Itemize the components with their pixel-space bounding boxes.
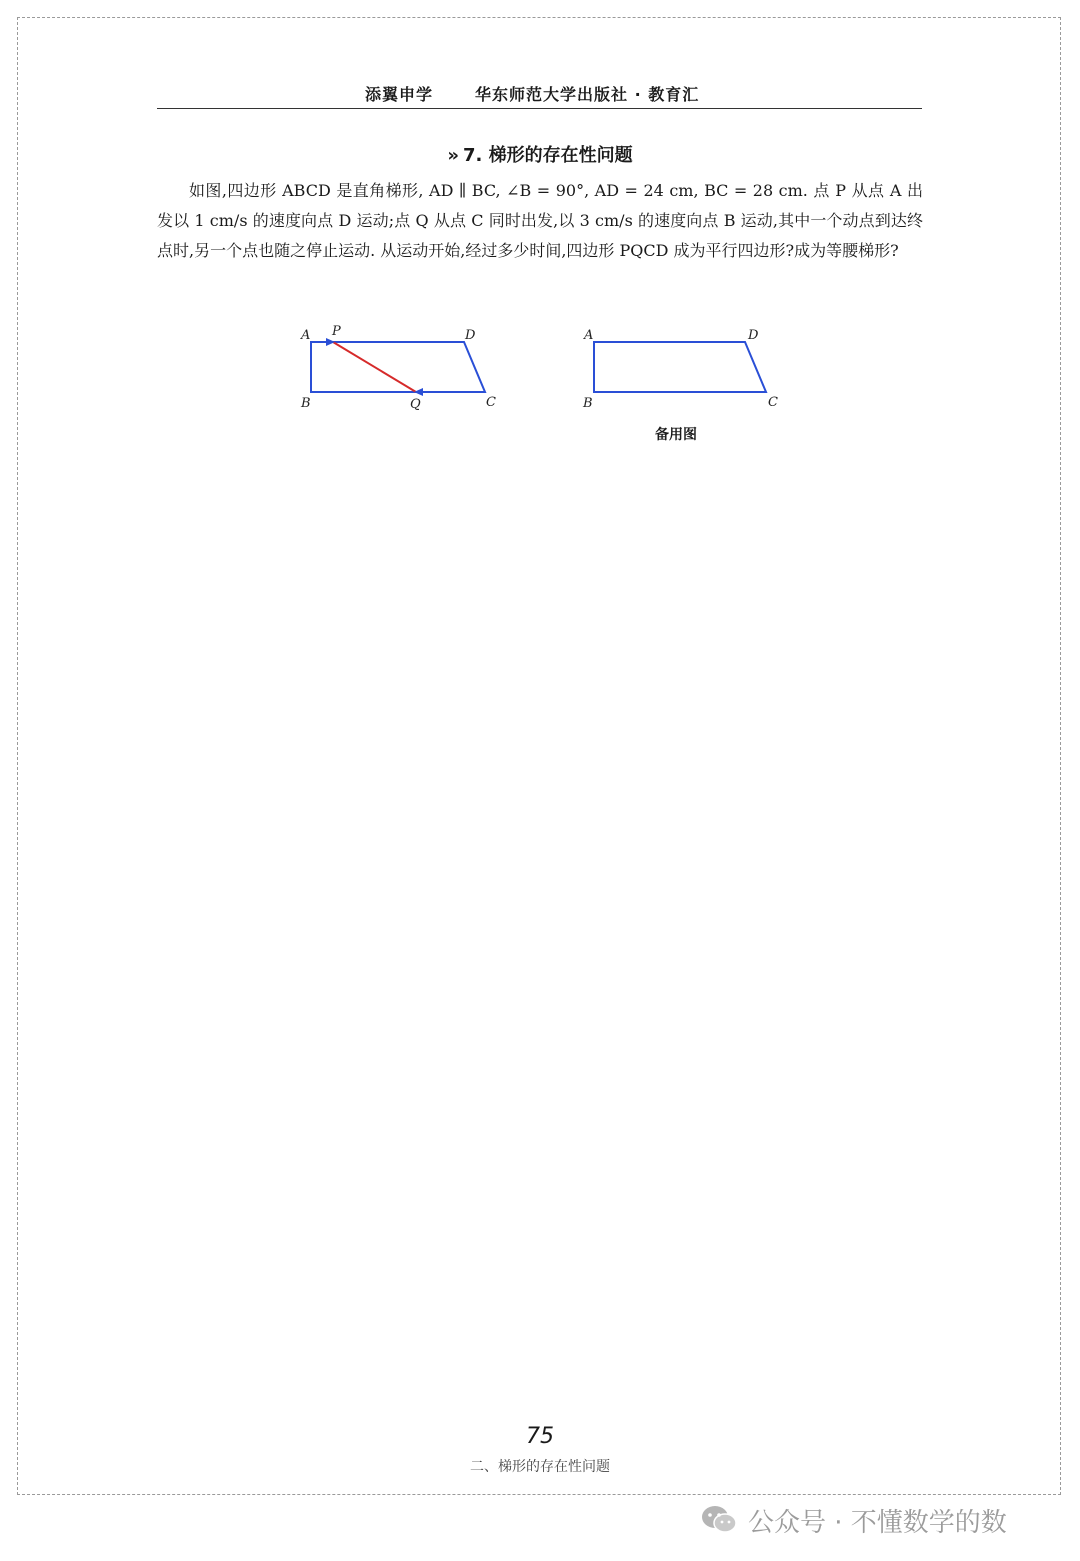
label-d: D bbox=[465, 328, 476, 343]
label-b: B bbox=[301, 396, 311, 411]
section-marker: » bbox=[447, 145, 459, 166]
trapezoid-figure-main-svg bbox=[290, 320, 510, 420]
header-publisher: 华东师范大学出版社 · 教育汇 bbox=[475, 85, 700, 104]
label-d: D bbox=[748, 328, 759, 343]
page-number: 75 bbox=[526, 1424, 554, 1449]
footer-section-title: 二、梯形的存在性问题 bbox=[470, 1459, 610, 1475]
trapezoid-outline-spare bbox=[594, 342, 766, 392]
label-c: C bbox=[486, 395, 496, 410]
watermark bbox=[700, 1500, 1007, 1540]
page-header bbox=[157, 80, 922, 109]
problem-statement bbox=[157, 176, 923, 266]
wechat-icon bbox=[700, 1503, 738, 1537]
trapezoid-outline bbox=[311, 342, 485, 392]
section-title-text: 7. 梯形的存在性问题 bbox=[463, 145, 633, 166]
section-title bbox=[0, 141, 1080, 167]
arrow-q bbox=[414, 388, 423, 396]
header-series: 添翼申学 bbox=[365, 85, 434, 104]
trapezoid-figure-spare-svg bbox=[570, 320, 790, 420]
trapezoid-figure-main bbox=[290, 320, 510, 420]
arrow-p bbox=[326, 338, 335, 346]
watermark-text: 公众号 · 不懂数学的数 bbox=[748, 1507, 1007, 1538]
segment-pq bbox=[333, 342, 416, 392]
label-c: C bbox=[768, 395, 778, 410]
label-a: A bbox=[301, 328, 311, 343]
problem-text: 如图,四边形 ABCD 是直角梯形, AD ∥ BC, ∠B = 90°, AD = 24 cm, BC = 28 cm. 点 P 从点 A 出发以 1 cm/s 的速度向点 D 运动;点 Q 从点 C 同时出发,以 3 cm/s 的速度向点 B 运动,其中一个动点到达终点时,另一个点也随之停止运动. 从运动开始,经过多少时间,四边形 PQCD 成为平行四边形?成为等腰梯形? bbox=[157, 181, 923, 260]
label-q: Q bbox=[410, 397, 421, 412]
label-b: B bbox=[583, 396, 593, 411]
label-p: P bbox=[332, 324, 341, 339]
figure-caption: 备用图 bbox=[655, 427, 697, 443]
label-a: A bbox=[584, 328, 594, 343]
